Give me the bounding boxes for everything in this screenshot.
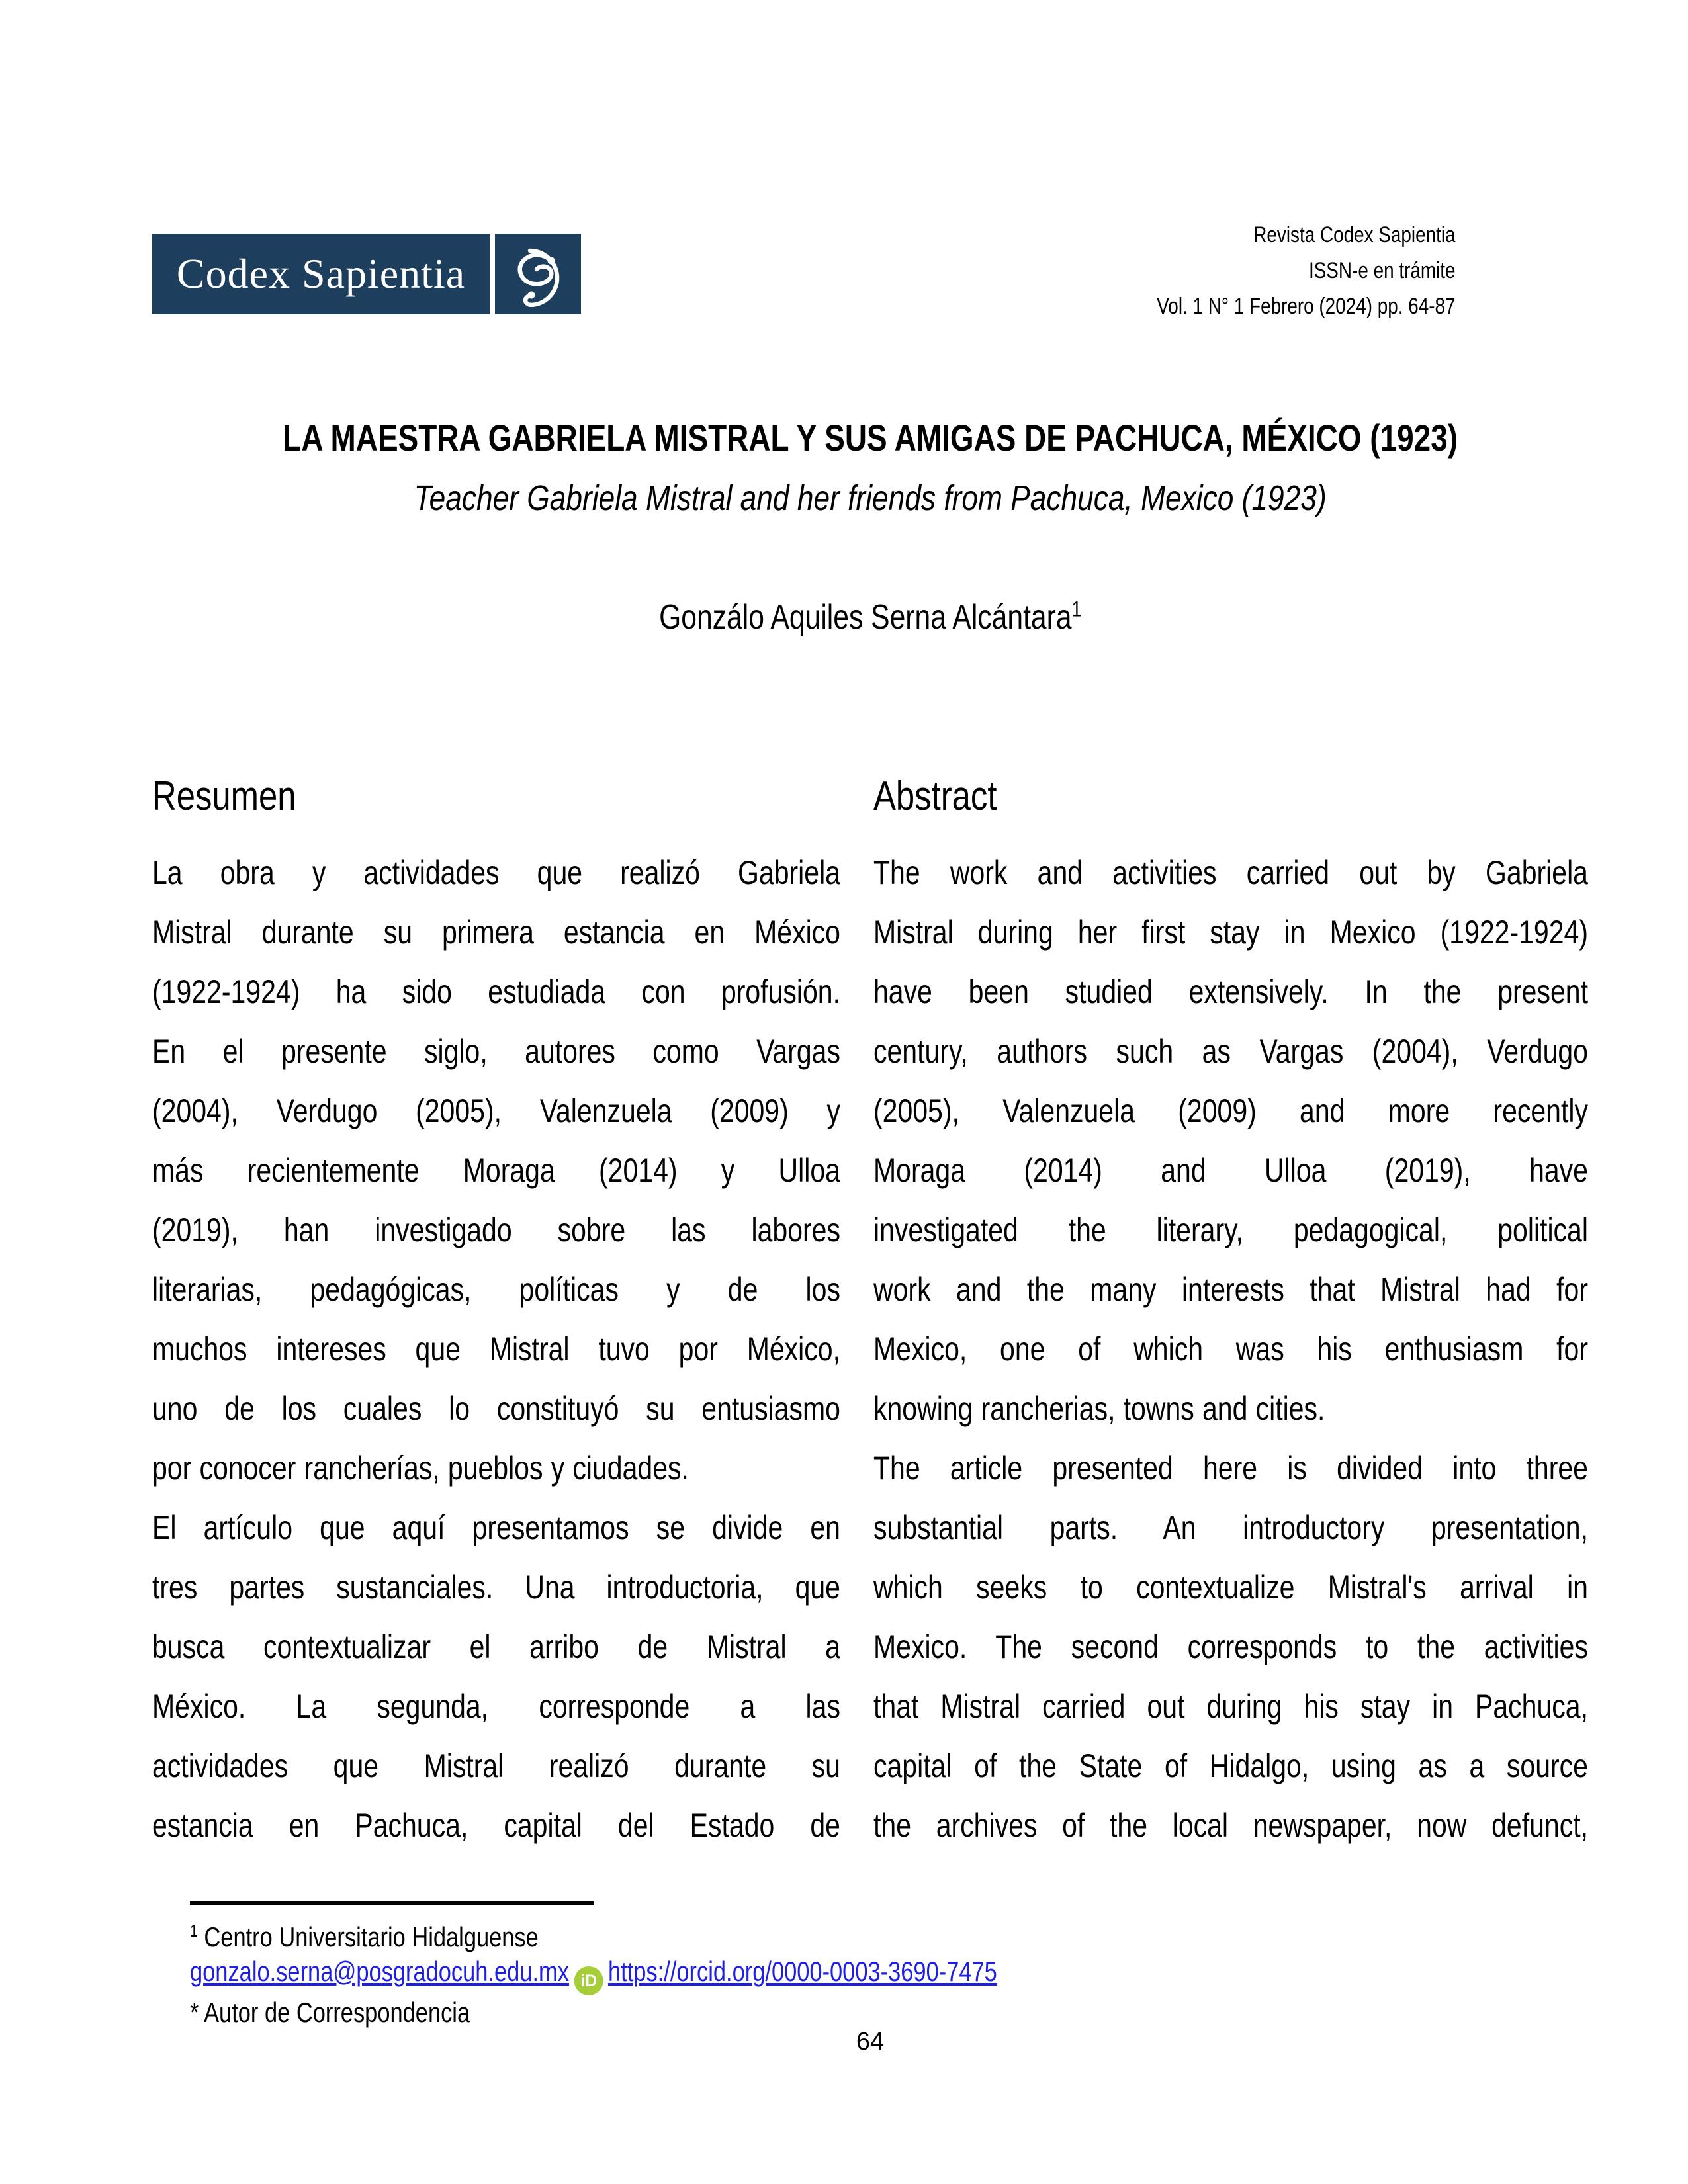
text-line: (1922-1924) ha sido estudiada con profusión. bbox=[152, 973, 840, 1010]
text-line: busca contextualizar el arribo de Mistral a bbox=[152, 1628, 840, 1665]
article-title: LA MAESTRA GABRIELA MISTRAL Y SUS AMIGAS DE PACHUCA, MÉXICO (1923) bbox=[283, 417, 1458, 459]
resumen-column bbox=[152, 769, 840, 1855]
footnote-marker: 1 bbox=[190, 1921, 198, 1941]
footnote-block bbox=[190, 1920, 1447, 2030]
article-subtitle-wrap bbox=[152, 474, 1588, 522]
text-line: work and the many interests that Mistral had for bbox=[873, 1271, 1588, 1308]
text-line: Mistral during her first stay in Mexico (1922-1924) bbox=[873, 914, 1588, 951]
author-line bbox=[152, 593, 1588, 641]
journal-logo-icon-box bbox=[495, 234, 581, 314]
text-line: the archives of the local newspaper, now defunct, bbox=[873, 1807, 1588, 1844]
author-email-link[interactable]: gonzalo.serna@posgradocuh.edu.mx bbox=[190, 1956, 569, 1987]
author-footnote-marker: 1 bbox=[1071, 597, 1082, 621]
text-line: capital of the State of Hidalgo, using as a source bbox=[873, 1747, 1588, 1784]
article-title-wrap bbox=[152, 412, 1588, 464]
text-line: which seeks to contextualize Mistral's arrival in bbox=[873, 1569, 1588, 1606]
text-line: (2019), han investigado sobre las labores bbox=[152, 1211, 840, 1248]
text-line: por conocer rancherías, pueblos y ciudades. bbox=[152, 1450, 689, 1487]
masthead-issn: ISSN-e en trámite bbox=[1309, 258, 1456, 283]
orcid-url-link[interactable]: https://orcid.org/0000-0003-3690-7475 bbox=[608, 1956, 997, 1987]
journal-logo-wordmark-box bbox=[152, 234, 490, 314]
text-line: literarias, pedagógicas, políticas y de los bbox=[152, 1271, 840, 1308]
text-line: century, authors such as Vargas (2004), Verdugo bbox=[873, 1033, 1588, 1070]
footnote-separator-rule bbox=[190, 1901, 594, 1905]
text-line: La obra y actividades que realizó Gabriela bbox=[152, 854, 840, 891]
text-line: Mexico. The second corresponds to the activities bbox=[873, 1628, 1588, 1665]
text-line: estancia en Pachuca, capital del Estado de bbox=[152, 1807, 840, 1844]
resumen-heading: Resumen bbox=[152, 773, 296, 819]
footnote-affiliation-line bbox=[190, 1920, 1447, 1954]
text-line: México. La segunda, corresponde a las bbox=[152, 1688, 840, 1725]
journal-logo-text: Codex Sapientia bbox=[176, 250, 466, 297]
text-line: The work and activities carried out by Gabriela bbox=[873, 854, 1588, 891]
text-line: substantial parts. An introductory presentation, bbox=[873, 1509, 1588, 1546]
text-line: muchos intereses que Mistral tuvo por México, bbox=[152, 1331, 840, 1368]
codex-sapientia-monogram-icon bbox=[505, 241, 571, 307]
text-line: tres partes sustanciales. Una introductoria, que bbox=[152, 1569, 840, 1606]
abstract-heading: Abstract bbox=[873, 773, 997, 819]
text-line: knowing rancherias, towns and cities. bbox=[873, 1390, 1325, 1427]
abstract-body bbox=[873, 843, 1588, 1855]
text-line: Mexico, one of which was his enthusiasm for bbox=[873, 1331, 1588, 1368]
text-line: uno de los cuales lo constituyó su entusiasmo bbox=[152, 1390, 840, 1427]
journal-logo bbox=[152, 234, 581, 314]
correspondence-note: * Autor de Correspondencia bbox=[190, 1997, 470, 2028]
footnote-affiliation: Centro Universitario Hidalguense bbox=[204, 1921, 539, 1952]
abstract-column bbox=[873, 769, 1588, 1855]
page-number: 64 bbox=[856, 2028, 885, 2056]
footnote-contact-line bbox=[190, 1954, 1447, 1995]
orcid-id-icon: iD bbox=[574, 1966, 603, 1995]
text-line: El artículo que aquí presentamos se divide en bbox=[152, 1509, 840, 1546]
text-line: The article presented here is divided into three bbox=[873, 1450, 1588, 1487]
text-line: have been studied extensively. In the present bbox=[873, 973, 1588, 1010]
text-line: (2005), Valenzuela (2009) and more recently bbox=[873, 1092, 1588, 1129]
masthead bbox=[860, 217, 1456, 324]
resumen-body bbox=[152, 843, 840, 1855]
text-line: Moraga (2014) and Ulloa (2019), have bbox=[873, 1152, 1588, 1189]
text-line: actividades que Mistral realizó durante su bbox=[152, 1747, 840, 1784]
text-line: investigated the literary, pedagogical, political bbox=[873, 1211, 1588, 1248]
masthead-volume-info: Vol. 1 N° 1 Febrero (2024) pp. 64-87 bbox=[1157, 294, 1456, 319]
author-name: Gonzálo Aquiles Serna Alcántara bbox=[658, 598, 1072, 636]
article-author-wrap bbox=[152, 593, 1588, 641]
text-line: (2004), Verdugo (2005), Valenzuela (2009) y bbox=[152, 1092, 840, 1129]
text-line: En el presente siglo, autores como Vargas bbox=[152, 1033, 840, 1070]
text-line: that Mistral carried out during his stay in Pachuca, bbox=[873, 1688, 1588, 1725]
text-line: Mistral durante su primera estancia en México bbox=[152, 914, 840, 951]
masthead-journal-name: Revista Codex Sapientia bbox=[1253, 222, 1456, 247]
article-subtitle: Teacher Gabriela Mistral and her friends from Pachuca, Mexico (1923) bbox=[414, 478, 1327, 518]
text-line: más recientemente Moraga (2014) y Ulloa bbox=[152, 1152, 840, 1189]
